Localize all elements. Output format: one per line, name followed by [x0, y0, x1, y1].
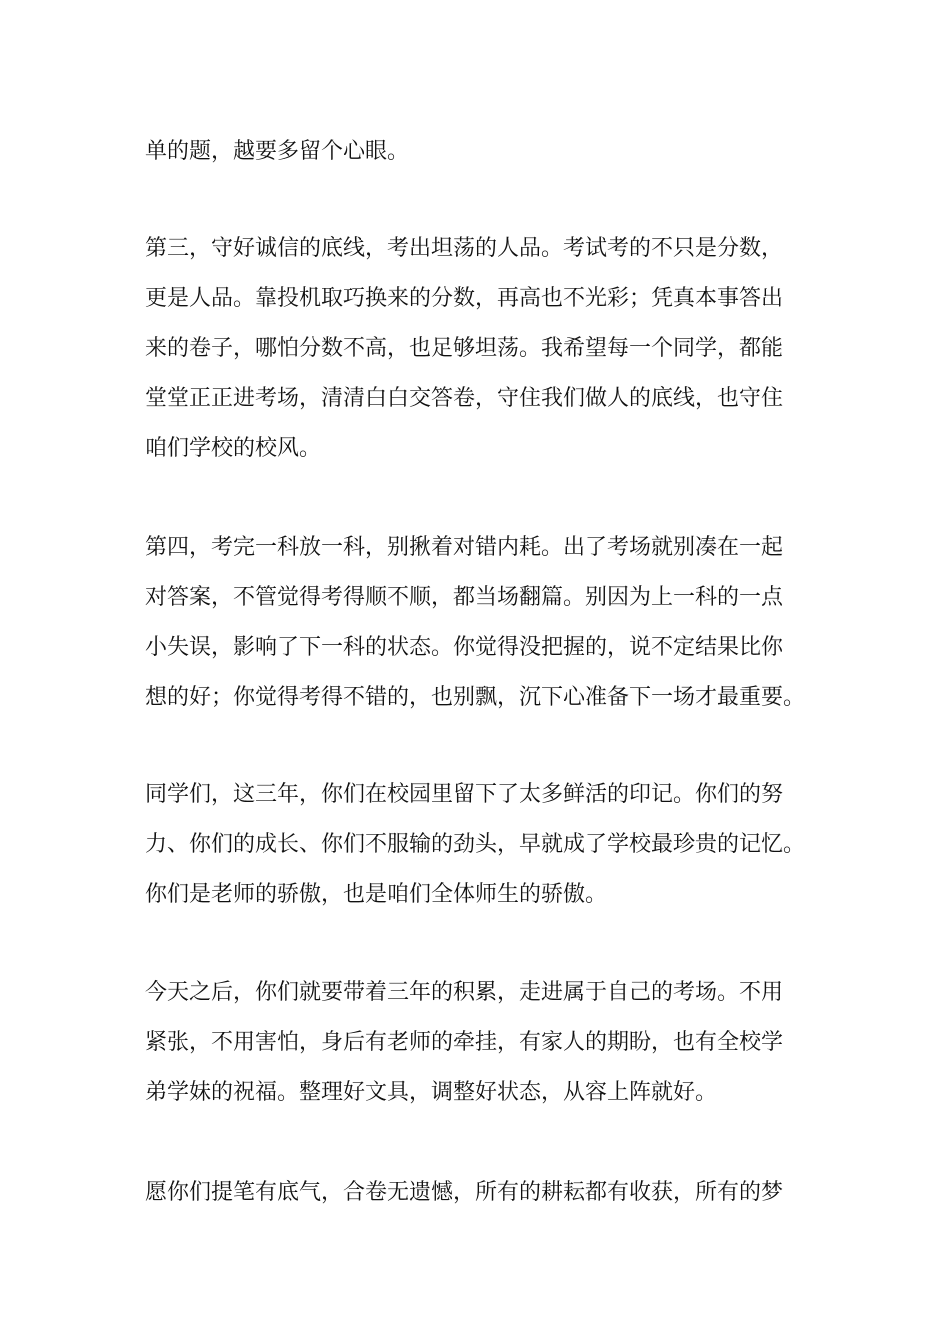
text-line: 力、你们的成长、你们不服输的劲头，早就成了学校最珍贵的记忆。 — [145, 832, 806, 857]
text-line: 今天之后，你们就要带着三年的积累，走进属于自己的考场。不用 — [145, 980, 784, 1005]
text-line: 对答案，不管觉得考得顺不顺，都当场翻篇。别因为上一科的一点 — [145, 585, 784, 610]
text-line: 同学们，这三年，你们在校园里留下了太多鲜活的印记。你们的努 — [145, 782, 784, 807]
text-line: 第四，考完一科放一科，别揪着对错内耗。出了考场就别凑在一起 — [145, 535, 784, 560]
text-line: 单的题，越要多留个心眼。 — [145, 139, 410, 164]
text-line: 堂堂正正进考场，清清白白交答卷，守住我们做人的底线，也守住 — [145, 386, 784, 411]
text-line: 来的卷子，哪怕分数不高，也足够坦荡。我希望每一个同学，都能 — [145, 336, 784, 361]
text-line: 弟学妹的祝福。整理好文具，调整好状态，从容上阵就好。 — [145, 1080, 718, 1105]
text-line: 第三，守好诚信的底线，考出坦荡的人品。考试考的不只是分数， — [145, 236, 784, 261]
text-line: 愿你们提笔有底气，合卷无遗憾，所有的耕耘都有收获，所有的梦 — [145, 1180, 784, 1205]
text-line: 紧张，不用害怕，身后有老师的牵挂，有家人的期盼，也有全校学 — [145, 1030, 784, 1055]
text-line: 咱们学校的校风。 — [145, 436, 322, 461]
text-line: 想的好；你觉得考得不错的，也别飘，沉下心准备下一场才最重要。 — [145, 685, 806, 710]
text-line: 小失误，影响了下一科的状态。你觉得没把握的，说不定结果比你 — [145, 635, 784, 660]
text-line: 更是人品。靠投机取巧换来的分数，再高也不光彩；凭真本事答出 — [145, 286, 784, 311]
text-line: 你们是老师的骄傲，也是咱们全体师生的骄傲。 — [145, 882, 608, 907]
